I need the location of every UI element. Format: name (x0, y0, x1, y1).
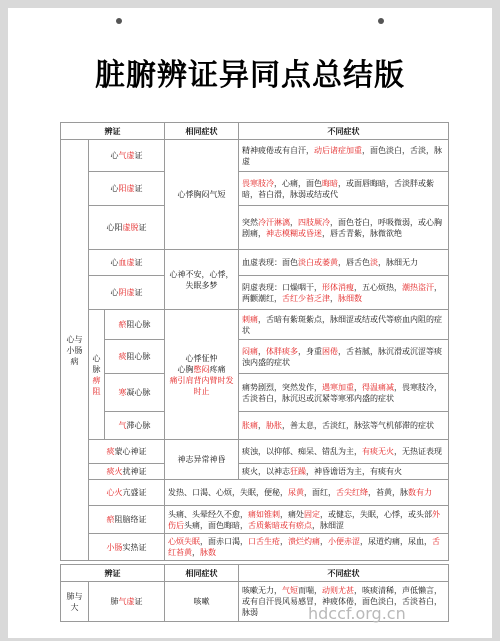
syndrome-name: 心阳虚脱证 (89, 206, 165, 250)
syndrome-name: 小肠实热证 (89, 534, 165, 561)
diff-symptom: 闷痛，体胖痰多，身重困倦，舌苔腻，脉沉滑或沉涩等痰浊内盛的症状 (239, 340, 449, 374)
table-row (61, 440, 449, 464)
table-row (61, 506, 449, 534)
syndrome-name: 心气虚证 (89, 140, 165, 172)
group-lung: 肺与大 (61, 582, 89, 622)
paper-sheet (8, 8, 492, 638)
binder-dot (116, 18, 122, 24)
syndrome-name: 心阴虚证 (89, 276, 165, 310)
diff-symptom: 痛势剧烈，突然发作，遇寒加重，得温痛减，畏寒肢冷，舌淡苔白，脉沉迟或沉紧等寒邪内盛的症状 (239, 374, 449, 412)
table-row (61, 464, 449, 480)
syndrome-name: 痰火扰神证 (89, 464, 165, 480)
diff-symptom: 阴虚表现：口燥咽干，形体消瘦，五心烦热，潮热盗汗，两颧潮红，舌红少苔乏津，脉细数 (239, 276, 449, 310)
header-diff: 不同症状 (239, 565, 449, 582)
syndrome-name: 瘀阻脑络证 (89, 506, 165, 534)
group-xinmai-bizu: 心脉 痹阻 (89, 310, 105, 440)
header-bianzheng: 辨证 (61, 565, 165, 582)
diff-symptom: 头痛、头晕经久不愈，痛如锥刺，痛处固定，或健忘，失眠，心悸，或头部外伤后头痛，面色晦暗，舌质紫暗或有瘀点，脉细涩 (165, 506, 449, 534)
table-row (61, 310, 449, 340)
header-same: 相同症状 (165, 565, 239, 582)
diff-symptom: 畏寒肢冷，心痛，面色晦暗，或面唇晦暗，舌淡胖或紫暗，苔白滑，脉弱或结或代 (239, 172, 449, 206)
syndrome-name: 心血虚证 (89, 250, 165, 276)
same-symptom: 心悸怔忡 心胸憋闷疼痛 痛引肩背内臂时发时止 (165, 310, 239, 440)
syndrome-name: 心火亢盛证 (89, 480, 165, 506)
group-heart: 心与小肠病 (61, 140, 89, 561)
table-row (61, 172, 449, 206)
syndrome-name: 瘀阻心脉 (105, 310, 165, 340)
diff-symptom: 心烦失眠，面赤口渴，口舌生疮，溃烂灼痛，小便赤涩，尿道灼痛，尿血，舌红苔黄，脉数 (165, 534, 449, 561)
syndrome-name: 痰蒙心神证 (89, 440, 165, 464)
page-title: 脏腑辨证异同点总结版 (95, 58, 405, 93)
diff-symptom: 发热、口渴、心烦，失眠，便秘，尿黄，面红，舌尖红绛，苔黄，脉数有力 (165, 480, 449, 506)
header-diff: 不同症状 (239, 123, 449, 140)
table-row (61, 250, 449, 276)
syndrome-name: 气滞心脉 (105, 412, 165, 440)
table-row (61, 412, 449, 440)
header-bianzheng: 辨证 (61, 123, 165, 140)
table-row (61, 276, 449, 310)
table-row (61, 140, 449, 172)
syndrome-name: 心阳虚证 (89, 172, 165, 206)
syndrome-name: 寒凝心脉 (105, 374, 165, 412)
diff-symptom: 精神疲倦或有自汗，动后诸症加重，面色淡白，舌淡，脉虚 (239, 140, 449, 172)
syndrome-name: 痰阻心脉 (105, 340, 165, 374)
header-row (61, 123, 449, 140)
diff-symptom: 咳嗽无力，气短而喘，动则尤甚，咳痰清稀，声低懒言，或有自汗畏风易感冒，神疲体倦，面色淡白，舌淡苔白，脉弱 (239, 582, 449, 622)
table-row (61, 374, 449, 412)
same-symptom: 心悸胸闷气短 (165, 140, 239, 250)
diff-symptom: 痰浊，以抑郁、痴呆、错乱为主，有痰无火，无热证表现 (239, 440, 449, 464)
diff-symptom: 痰火，以神志狂躁，神昏谵语为主，有痰有火 (239, 464, 449, 480)
diff-symptom: 血虚表现：面色淡白或萎黄，唇舌色淡，脉细无力 (239, 250, 449, 276)
header-row (61, 565, 449, 582)
same-symptom: 神志异常神昏 (165, 440, 239, 480)
diff-symptom: 突然冷汗淋漓，四肢厥冷，面色苍白，呼吸微弱，或心胸剧痛，神志模糊或昏迷，唇舌青紫，脉微欲绝 (239, 206, 449, 250)
diff-symptom: 胀痛，胁胀，善太息，舌淡红，脉弦等气机郁滞的症状 (239, 412, 449, 440)
table-row (61, 480, 449, 506)
binder-dot (378, 18, 384, 24)
heart-table (60, 122, 449, 561)
table-row (61, 206, 449, 250)
same-symptom: 心神不安，心悸，失眠多梦 (165, 250, 239, 310)
watermark: hdccf.org.cn (308, 604, 406, 623)
header-same: 相同症状 (165, 123, 239, 140)
table-row (61, 340, 449, 374)
syndrome-name: 肺气虚证 (89, 582, 165, 622)
comparison-sheet (60, 122, 448, 622)
diff-symptom: 刺痛，舌暗有紫斑紫点，脉细涩或结或代等瘀血内阻的症状 (239, 310, 449, 340)
table-row (61, 534, 449, 561)
same-symptom: 咳嗽 (165, 582, 239, 622)
